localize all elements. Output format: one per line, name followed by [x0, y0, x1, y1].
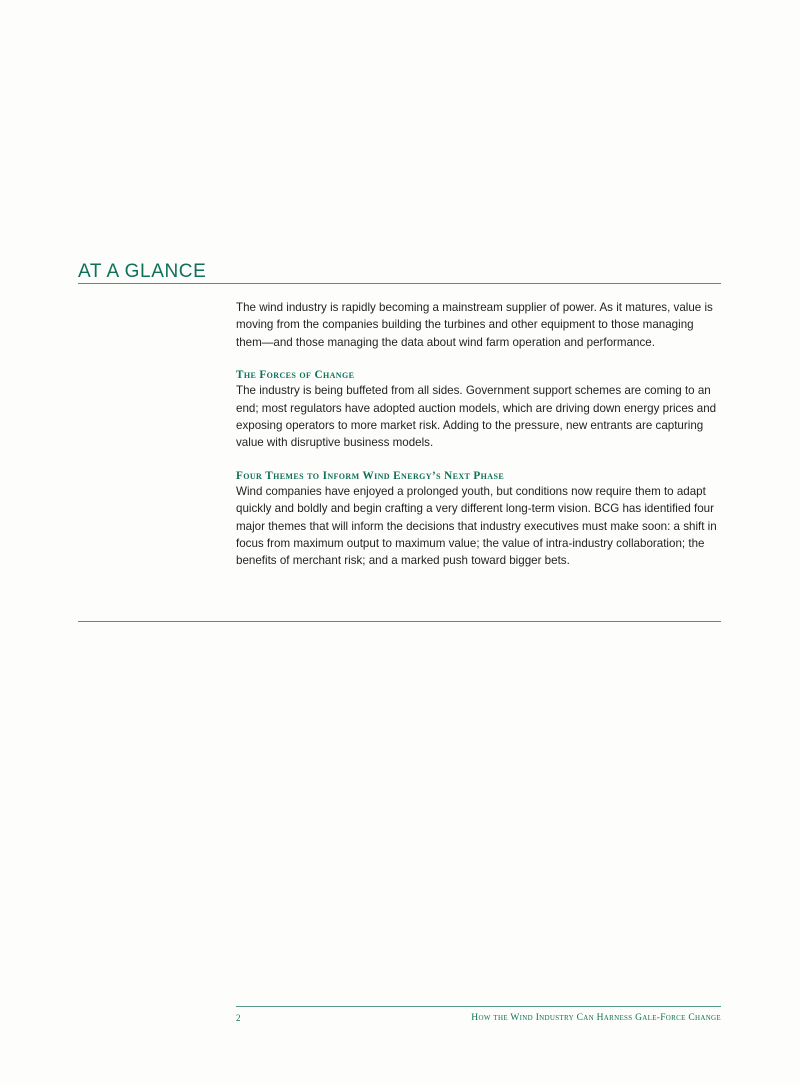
section-forces-of-change: [236, 369, 722, 452]
article-content: [236, 299, 722, 570]
section-body: Wind companies have enjoyed a prolonged youth, but conditions now require them to adapt quickly and boldly and begin crafting a very different long-term vision. BCG has identified four major themes that will inform the decisions that industry executives must make soon: a shift in focus from maximum output to maximum value; the value of intra-industry collaboration; the benefits of merchant risk; and a marked push toward bigger bets.: [236, 484, 717, 568]
section-body: The industry is being buffeted from all sides. Government support schemes are coming to an end; most regulators have adopted auction models, which are driving down energy prices and exposing operators to more market risk. Adding to the pressure, new entrants are capturing value with disruptive business models.: [236, 384, 717, 450]
section-four-themes: [236, 470, 722, 570]
footer-running-title: How the Wind Industry Can Harness Gale-Force Change: [471, 1013, 721, 1023]
intro-paragraph: The wind industry is rapidly becoming a mainstream supplier of power. As it matures, value is moving from the companies building the turbines and other equipment to those managing them—and those managing the data about wind farm operation and performance.: [236, 301, 713, 349]
footer-divider: [236, 1006, 721, 1007]
page-title: AT A GLANCE: [78, 260, 207, 282]
page-number: 2: [236, 1013, 241, 1023]
top-divider: [78, 283, 721, 284]
bottom-divider: [78, 621, 721, 622]
section-heading: The Forces of Change: [236, 369, 355, 382]
section-heading: Four Themes to Inform Wind Energy’s Next Phase: [236, 469, 505, 482]
